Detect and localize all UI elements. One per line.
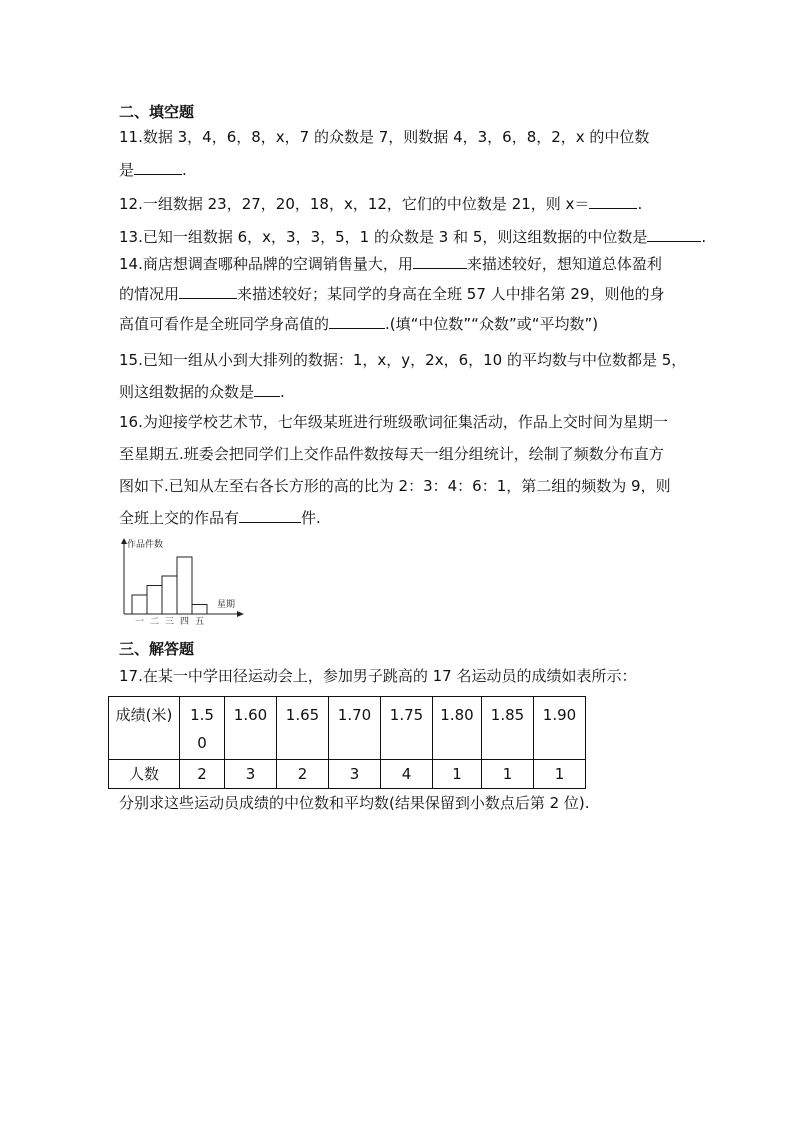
y-axis-label: 作品件数 xyxy=(127,540,164,550)
q15-l2-pre: 则这组数据的众数是 xyxy=(119,383,255,401)
score-cell: 1.5 0 xyxy=(180,697,225,760)
histogram-bar xyxy=(132,595,147,614)
count-cell: 1 xyxy=(433,760,482,789)
q11-answer-blank xyxy=(134,160,182,175)
q11-line2-pre: 是 xyxy=(119,161,135,179)
x-tick-label: 一 xyxy=(134,617,145,626)
q17-intro: 17.在某一中学田径运动会上，参加男子跳高的 17 名运动员的成绩如表所示： xyxy=(119,667,637,685)
x-tick-label: 三 xyxy=(164,617,175,626)
histogram-bar xyxy=(162,576,177,614)
q15-line2 xyxy=(119,382,285,402)
histogram-bar xyxy=(147,586,162,615)
x-tick-label: 四 xyxy=(179,617,190,626)
table-header-count: 人数 xyxy=(109,760,180,789)
count-cell: 1 xyxy=(482,760,534,789)
score-cell: 1.70 xyxy=(329,697,381,760)
x-axis-label: 星期 xyxy=(217,600,236,610)
q15-line1: 15.已知一组从小到大排列的数据：1，x，y，2x，6，10 的平均数与中位数都是 5， xyxy=(119,351,687,369)
q13-post: . xyxy=(701,228,707,246)
score-cell: 1.90 xyxy=(534,697,586,760)
x-tick-label: 五 xyxy=(194,617,205,626)
q14-l2-post: 来描述较好；某同学的身高在全班 57 人中排名第 29，则他的身 xyxy=(237,285,665,303)
q14-blank-2 xyxy=(179,284,237,299)
q15-l2-post: . xyxy=(280,383,285,401)
q11-line2-post: . xyxy=(182,161,187,179)
q16-answer-blank xyxy=(239,508,301,523)
scores-table xyxy=(108,696,586,789)
section-3-heading: 三、解答题 xyxy=(119,640,195,658)
q14-line1 xyxy=(119,254,662,274)
q14-line2 xyxy=(119,284,665,304)
score-cell: 1.75 xyxy=(381,697,433,760)
q16-l4-post: 件. xyxy=(301,509,321,527)
q14-blank-3 xyxy=(329,314,385,329)
x-tick-label: 二 xyxy=(149,617,160,626)
score-cell: 1.85 xyxy=(482,697,534,760)
histogram-bar xyxy=(177,557,192,614)
q17-after: 分别求这些运动员成绩的中位数和平均数(结果保留到小数点后第 2 位). xyxy=(119,794,590,812)
count-cell: 3 xyxy=(225,760,277,789)
q13-line xyxy=(119,227,706,247)
q16-line4 xyxy=(119,508,321,528)
q15-answer-blank xyxy=(254,382,280,397)
histogram-bar xyxy=(192,605,207,615)
histogram-chart xyxy=(117,536,249,626)
q14-line3 xyxy=(119,314,598,334)
q12-pre: 12.一组数据 23，27，20，18，x，12，它们的中位数是 21，则 x＝ xyxy=(119,195,590,213)
q13-answer-blank xyxy=(647,227,701,242)
q14-l1-pre: 14.商店想调查哪种品牌的空调销售量大，用 xyxy=(119,255,413,273)
q14-l3-post: .(填“中位数”“众数”或“平均数”) xyxy=(385,315,599,333)
q14-l2-pre: 的情况用 xyxy=(119,285,180,303)
count-cell: 3 xyxy=(329,760,381,789)
count-cell: 2 xyxy=(180,760,225,789)
q14-l1-post: 来描述较好，想知道总体盈利 xyxy=(466,255,662,273)
score-cell: 1.80 xyxy=(433,697,482,760)
count-cell: 4 xyxy=(381,760,433,789)
q11-line2 xyxy=(119,160,187,180)
q13-pre: 13.已知一组数据 6，x，3，3，5，1 的众数是 3 和 5，则这组数据的中位数是 xyxy=(119,228,648,246)
table-header-scores: 成绩(米) xyxy=(109,697,180,760)
score-cell: 1.60 xyxy=(225,697,277,760)
q11-line1: 11.数据 3，4，6，8，x，7 的众数是 7，则数据 4，3，6，8，2，x 的中位数 xyxy=(119,128,650,146)
score-cell: 1.65 xyxy=(277,697,329,760)
count-cell: 1 xyxy=(534,760,586,789)
q16-line1: 16.为迎接学校艺术节，七年级某班进行班级歌词征集活动，作品上交时间为星期一 xyxy=(119,413,668,431)
x-axis-arrow xyxy=(237,611,244,617)
q12-line xyxy=(119,194,642,214)
q12-post: . xyxy=(637,195,643,213)
q14-l3-pre: 高值可看作是全班同学身高值的 xyxy=(119,315,330,333)
q16-line3: 图如下.已知从左至右各长方形的高的比为 2：3：4：6：1，第二组的频数为 9，则 xyxy=(119,477,671,495)
q12-answer-blank xyxy=(589,194,637,209)
section-2-heading: 二、填空题 xyxy=(119,103,195,121)
count-cell: 2 xyxy=(277,760,329,789)
q14-blank-1 xyxy=(413,254,467,269)
q16-l4-pre: 全班上交的作品有 xyxy=(119,509,240,527)
q16-line2: 至星期五.班委会把同学们上交作品件数按每天一组分组统计，绘制了频数分布直方 xyxy=(119,445,664,463)
